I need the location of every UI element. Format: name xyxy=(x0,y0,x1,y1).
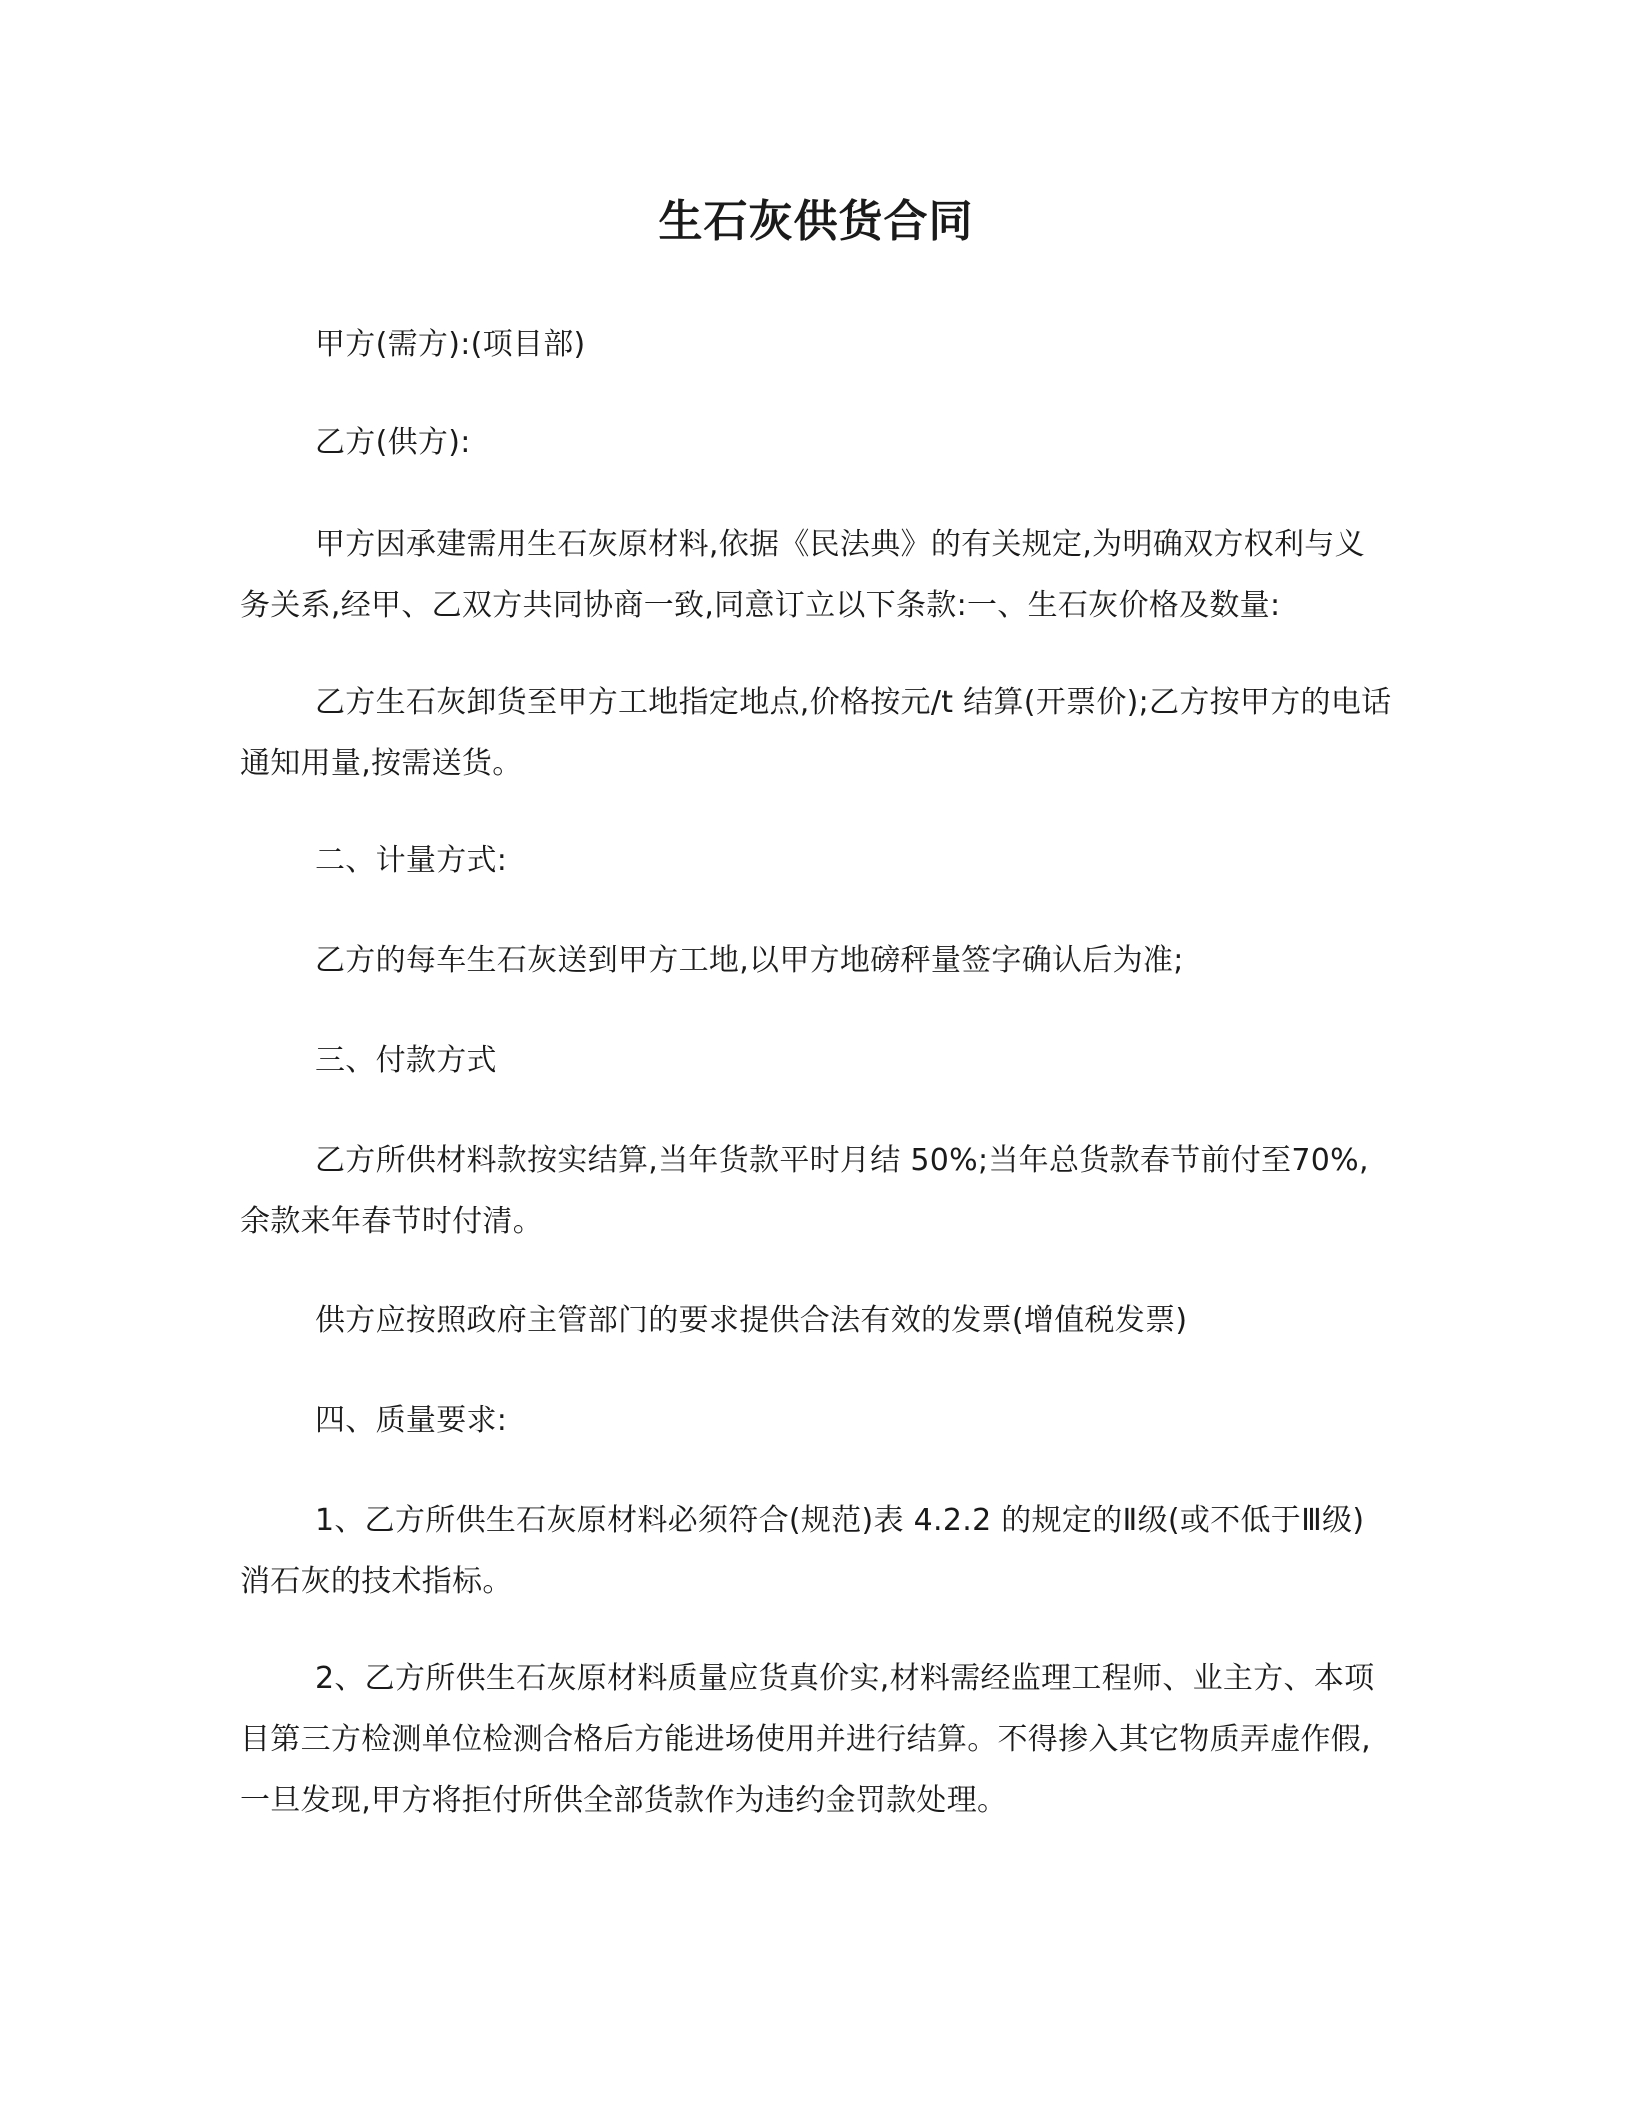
party-a-line: 甲方(需方):(项目部) xyxy=(315,327,586,362)
section-heading-payment: 三、付款方式 xyxy=(315,1043,497,1078)
section-heading-measurement: 二、计量方式: xyxy=(315,843,508,878)
payment-paragraph: 乙方所供材料款按实结算,当年货款平时月结 50%;当年总货款春节前付至70%,余款来年春节时付清。 xyxy=(240,1143,1369,1239)
section-heading-quality: 四、质量要求: xyxy=(315,1403,508,1438)
measurement-paragraph: 乙方的每车生石灰送到甲方工地,以甲方地磅秤量签字确认后为准; xyxy=(315,943,1184,978)
preamble-paragraph: 甲方因承建需用生石灰原材料,依据《民法典》的有关规定,为明确双方权利与义务关系,经甲、乙双方共同协商一致,同意订立以下条款:一、生石灰价格及数量: xyxy=(240,527,1365,623)
price-quantity-paragraph: 乙方生石灰卸货至甲方工地指定地点,价格按元/t 结算(开票价);乙方按甲方的电话通知用量,按需送货。 xyxy=(240,685,1392,781)
quality-item-1: 1、乙方所供生石灰原材料必须符合(规范)表 4.2.2 的规定的Ⅱ级(或不低于Ⅲ级)消石灰的技术指标。 xyxy=(240,1503,1365,1599)
quality-item-2: 2、乙方所供生石灰原材料质量应货真价实,材料需经监理工程师、业主方、本项目第三方检测单位检测合格后方能进场使用并进行结算。不得掺入其它物质弄虚作假,一旦发现,甲方将拒付所供全部货款作为违约金罚款处理。 xyxy=(240,1661,1375,1818)
party-b-line: 乙方(供方): xyxy=(315,425,471,460)
document-title: 生石灰供货合同 xyxy=(658,196,974,247)
invoice-paragraph: 供方应按照政府主管部门的要求提供合法有效的发票(增值税发票) xyxy=(315,1303,1188,1338)
